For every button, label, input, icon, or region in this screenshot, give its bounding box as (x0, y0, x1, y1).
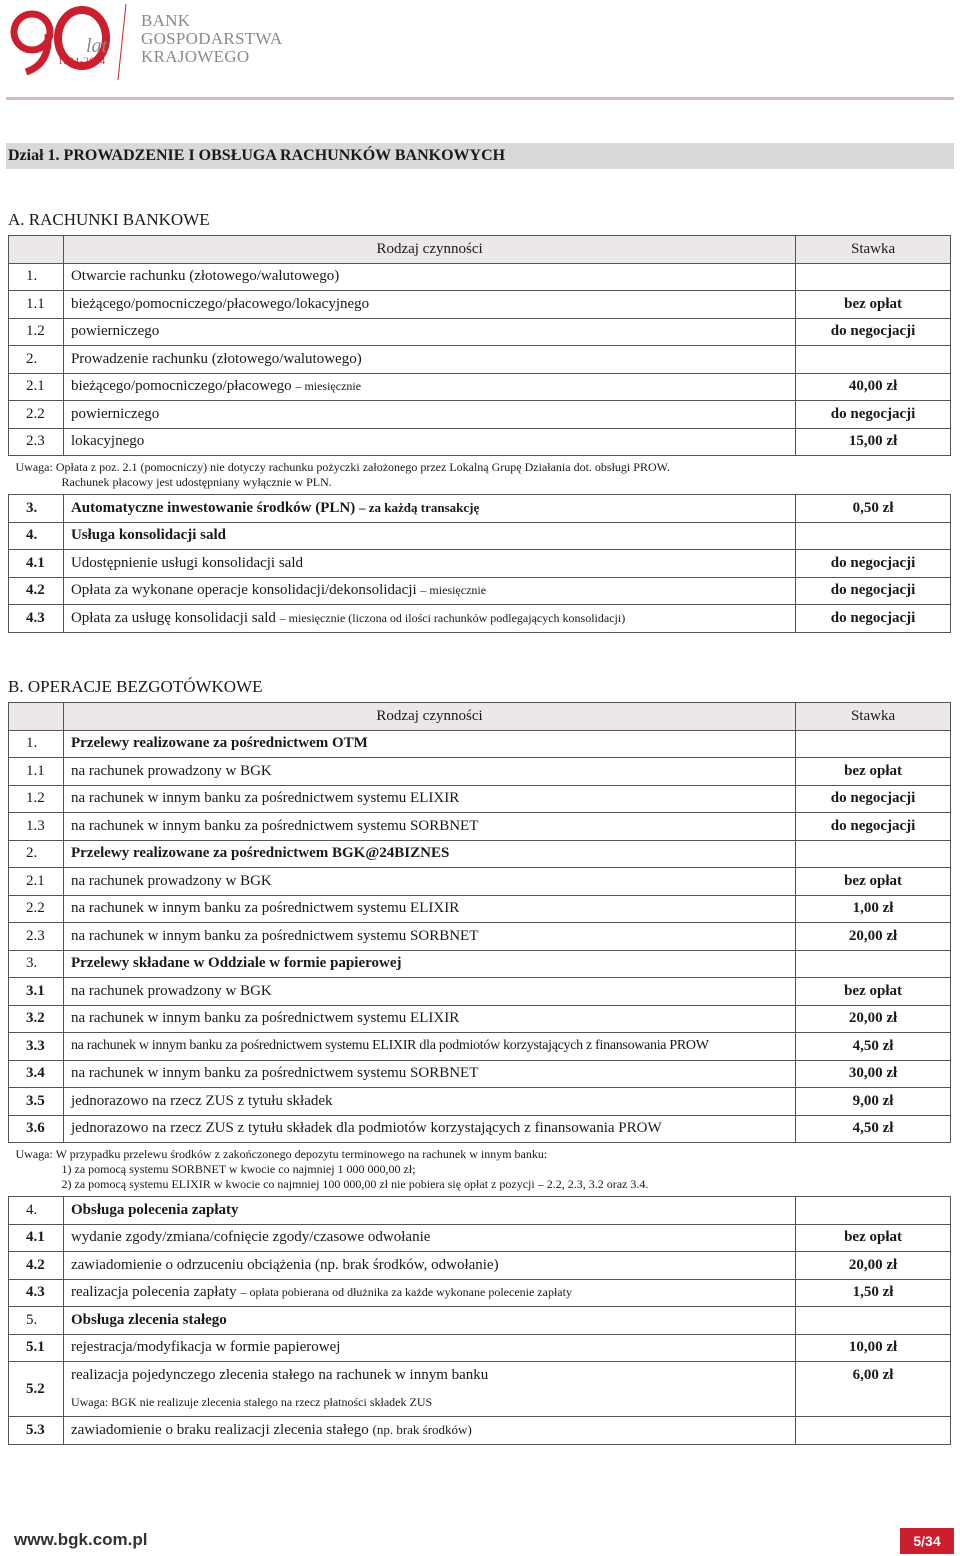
logo-bank-name: BANK GOSPODARSTWA KRAJOWEGO (141, 11, 283, 66)
table-row: 2.1 bieżącego/pomocniczego/płacowego – miesięcznie 40,00 zł (9, 373, 951, 401)
table-row: 1.3 na rachunek w innym banku za pośrednictwem systemu SORBNET do negocjacji (9, 813, 951, 841)
table-row: 4.2 zawiadomienie o odrzuceniu obciążenia (np. brak środków, odwołanie) 20,00 zł (9, 1252, 951, 1280)
table-row: 3. Przelewy składane w Oddziale w formie papierowej (9, 950, 951, 978)
table-row: 3.5 jednorazowo na rzecz ZUS z tytułu składek 9,00 zł (9, 1088, 951, 1116)
table-header (9, 703, 951, 731)
note-row: Uwaga: Opłata z poz. 2.1 (pomocniczy) nie dotyczy rachunku pożyczki założonego przez Lokalną Grupę Działania dot. obsługi PROW. Rachunek płacowy jest udostępniany wyłącznie w PLN. (15, 460, 670, 489)
table-row: 2.3 na rachunek w innym banku za pośrednictwem systemu SORBNET 20,00 zł (9, 923, 951, 951)
table-row: 4. Obsługa polecenia zapłaty (9, 1197, 951, 1225)
table-row: 3.1 na rachunek prowadzony w BGK bez opłat (9, 978, 951, 1006)
table-row: 3.6 jednorazowo na rzecz ZUS z tytułu składek dla podmiotów korzystających z finansowania PROW 4,50 zł (9, 1115, 951, 1143)
table-a-title: A. RACHUNKI BANKOWE (8, 210, 210, 229)
logo-90-emblem (8, 4, 133, 80)
svg-text:1924-2014: 1924-2014 (58, 56, 106, 66)
table-row: 2. Prowadzenie rachunku (złotowego/walutowego) (9, 346, 951, 374)
table-row: 2.1 na rachunek prowadzony w BGK bez opłat (9, 868, 951, 896)
footer-url[interactable]: www.bgk.com.pl (14, 1530, 148, 1549)
svg-text:lat: lat (86, 35, 108, 57)
table-row: 5.2 realizacja pojedynczego zlecenia stałego na rachunek w innym banku 6,00 zł (9, 1362, 951, 1390)
table-row: 4.3 Opłata za usługę konsolidacji sald – miesięcznie (liczona od ilości rachunków podlegających konsolidacji) do negocjacji (9, 605, 951, 633)
table-row: 5.1 rejestracja/modyfikacja w formie papierowej 10,00 zł (9, 1334, 951, 1362)
table-row: 4.3 realizacja polecenia zapłaty – opłata pobierana od dłużnika za każde wykonane polecenie zapłaty 1,50 zł (9, 1279, 951, 1307)
table-row: 4.2 Opłata za wykonane operacje konsolidacji/dekonsolidacji – miesięcznie do negocjacji (9, 577, 951, 605)
table-b-title: B. OPERACJE BEZGOTÓWKOWE (8, 677, 263, 696)
header-rate: Stawka (796, 703, 951, 731)
table-row: 4. Usługa konsolidacji sald (9, 522, 951, 550)
table-row: 1.1 bieżącego/pomocniczego/płacowego/lokacyjnego bez opłat (9, 291, 951, 319)
note-row: Uwaga: W przypadku przelewu środków z zakończonego depozytu terminowego na rachunek w innym banku: 1) za pomocą systemu SORBNET w kwocie co najmniej 1 000 000,00 zł; 2) za pomocą systemu ELIXIR w kwocie co najmniej 100 000,00 zł nie pobiera się opłat z pozycji – 2.2, 2.3, 3.2 oraz 3.4. (15, 1147, 649, 1191)
table-row: 2.3 lokacyjnego 15,00 zł (9, 428, 951, 456)
table-row: 4.1 Udostępnienie usługi konsolidacji sald do negocjacji (9, 550, 951, 578)
table-row: 3. Automatyczne inwestowanie środków (PLN) – za każdą transakcję 0,50 zł (9, 495, 951, 523)
header-desc: Rodzaj czynności (63, 236, 795, 264)
note-row: Uwaga: BGK nie realizuje zlecenia stałego na rzecz płatności składek ZUS (9, 1389, 951, 1417)
table-row: 2.2 na rachunek w innym banku za pośrednictwem systemu ELIXIR 1,00 zł (9, 895, 951, 923)
table-row: 3.4 na rachunek w innym banku za pośrednictwem systemu SORBNET 30,00 zł (9, 1060, 951, 1088)
table-row: 5.3 zawiadomienie o braku realizacji zlecenia stałego (np. brak środków) (9, 1417, 951, 1445)
table-a (8, 235, 951, 633)
table-b (8, 702, 951, 1445)
header-desc: Rodzaj czynności (63, 703, 795, 731)
table-row: 2. Przelewy realizowane za pośrednictwem BGK@24BIZNES (9, 840, 951, 868)
header-divider (6, 97, 954, 100)
page-number: 5/34 (900, 1528, 954, 1554)
table-row: 1.2 powierniczego do negocjacji (9, 318, 951, 346)
table-row: 5. Obsługa zlecenia stałego (9, 1307, 951, 1335)
table-row: 1. Otwarcie rachunku (złotowego/walutowego) (9, 263, 951, 291)
table-header (9, 236, 951, 264)
table-row: 1. Przelewy realizowane za pośrednictwem OTM (9, 730, 951, 758)
section-heading: Dział 1. PROWADZENIE I OBSŁUGA RACHUNKÓW BANKOWYCH (6, 143, 954, 169)
bgk-90-years-logo (8, 4, 308, 84)
header-rate: Stawka (796, 236, 951, 264)
table-row: 3.3 na rachunek w innym banku za pośrednictwem systemu ELIXIR dla podmiotów korzystających z finansowania PROW 4,50 zł (9, 1033, 951, 1061)
table-row: 4.1 wydanie zgody/zmiana/cofnięcie zgody/czasowe odwołanie bez opłat (9, 1224, 951, 1252)
table-row: 2.2 powierniczego do negocjacji (9, 401, 951, 429)
table-row: 1.2 na rachunek w innym banku za pośrednictwem systemu ELIXIR do negocjacji (9, 785, 951, 813)
table-row: 3.2 na rachunek w innym banku za pośrednictwem systemu ELIXIR 20,00 zł (9, 1005, 951, 1033)
table-row: 1.1 na rachunek prowadzony w BGK bez opłat (9, 758, 951, 786)
